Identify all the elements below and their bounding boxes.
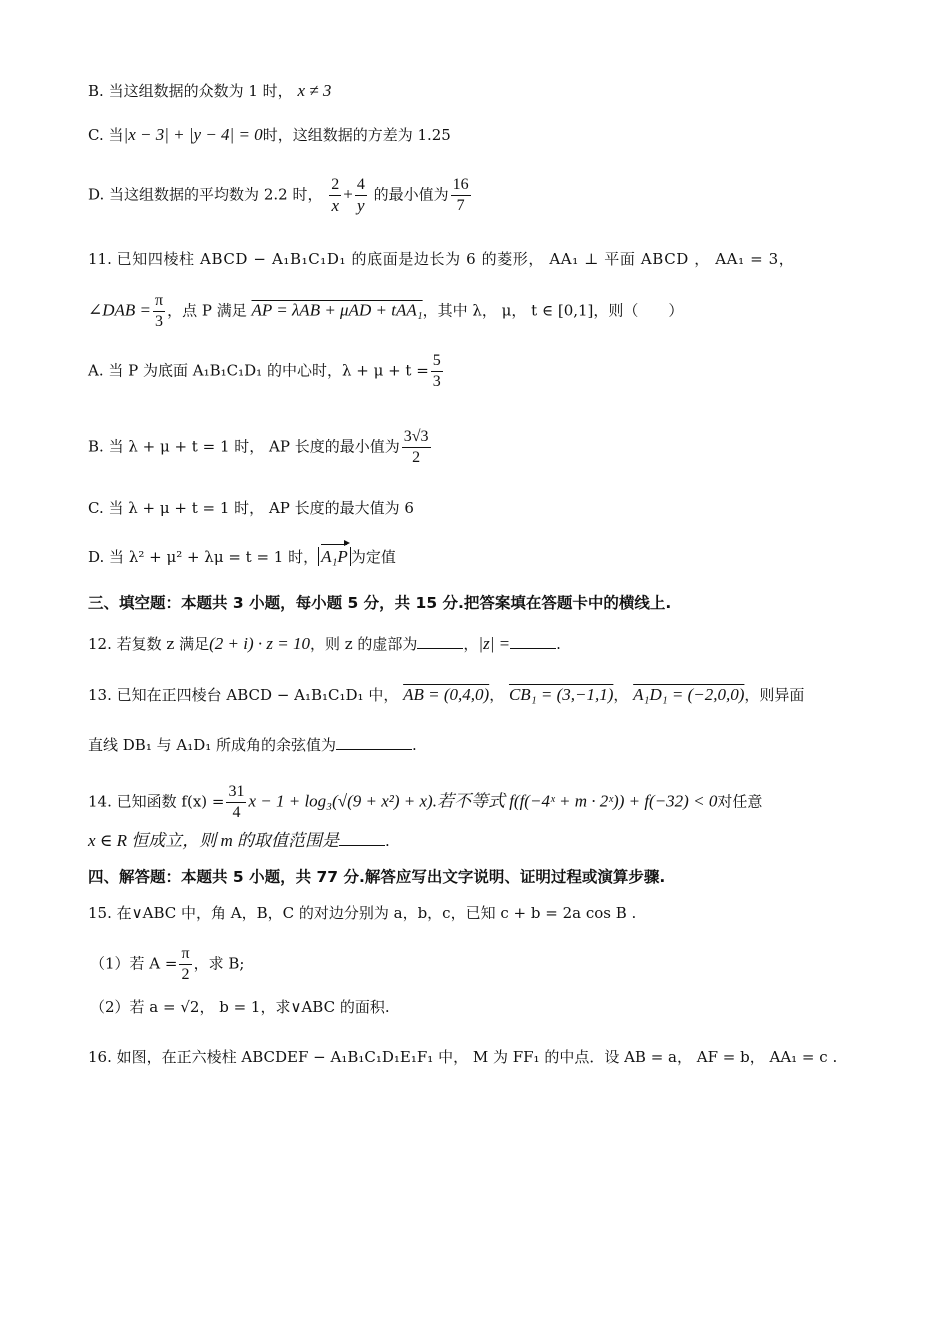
q11-option-b: B. 当 λ + μ + t = 1 时， AP 长度的最小值为 $\frac{3√3}{2}$ <box>88 428 429 466</box>
q15-part1: （1）若 A = $\frac{\pi}{2}$ ，求 B; <box>90 945 245 983</box>
q16-stem: 16. 如图，在正六棱柱 ABCDEF − A₁B₁C₁D₁E₁F₁ 中， M 为 FF₁ 的中点．设 AB = a， AF = b， AA₁ = c . <box>88 1048 838 1066</box>
fraction: $\frac{5}{3}$ <box>432 352 441 390</box>
section-3-heading: 三、填空题：本题共 3 小题，每小题 5 分，共 15 分.把答案填在答题卡中的横线上. <box>88 594 672 612</box>
q13-line2: 直线 DB₁ 与 A₁D₁ 所成角的余弦值为 . <box>88 736 417 754</box>
q13-line1: 13. 已知在正四棱台 ABCD − A₁B₁C₁D₁ 中， AB = (0,4,0)， CB₁ = (3,−1,1)， A₁D₁ = (−2,0,0)，则异面 <box>88 685 805 704</box>
q15-part2: （2）若 a = √2， b = 1，求∨ABC 的面积. <box>90 998 390 1016</box>
q14-line1: 14. 已知函数 f(x) = $\frac{31}{4}$ x − 1 + log₃(√(9 + x²) + x).若不等式 f(f(−4ˣ + m · 2ˣ)) + f(−32) < 0对任意 <box>88 783 763 821</box>
fraction: $\frac{2}{x}$ <box>331 176 340 215</box>
fraction: $\frac{16}{7}$ <box>452 176 469 214</box>
fraction: $\frac{4}{y}$ <box>356 176 365 215</box>
q12: 12. 若复数 z 满足(2 + i) · z = 10，则 z 的虚部为 ，|z| = . <box>88 634 561 653</box>
section-4-heading: 四、解答题：本题共 5 小题，共 77 分.解答应写出文字说明、证明过程或演算步骤. <box>88 868 666 886</box>
vector-a1d1: A₁D₁ = (−2,0,0) <box>633 685 745 704</box>
q11-option-a: A. 当 P 为底面 A₁B₁C₁D₁ 的中心时，λ + μ + t = $\frac{5}{3}$ <box>88 352 441 390</box>
q15-stem: 15. 在∨ABC 中，角 A，B，C 的对边分别为 a，b，c，已知 c + b = 2a cos B . <box>88 904 637 922</box>
q11-option-c: C. 当 λ + μ + t = 1 时， AP 长度的最大值为 6 <box>88 499 414 517</box>
answer-blank[interactable] <box>339 831 385 846</box>
q10-option-c: C. 当|x − 3| + |y − 4| = 0时，这组数据的方差为 1.25 <box>88 125 451 144</box>
fraction: $\frac{\pi}{2}$ <box>181 945 190 983</box>
answer-blank[interactable] <box>510 634 556 649</box>
q11-stem-line2: ∠DAB = $\frac{\pi}{3}$ ，点 P 满足 AP = λAB + μAD + tAA₁，其中 λ， μ， t ∈ [0,1]，则（ ） <box>88 292 684 330</box>
fraction: $\frac{3√3}{2}$ <box>403 428 429 466</box>
vector-equation: AP = λAB + μAD + tAA₁ <box>251 300 423 320</box>
answer-blank[interactable] <box>336 735 412 750</box>
answer-blank[interactable] <box>417 634 463 649</box>
q10-option-b: B. 当这组数据的众数为 1 时， x ≠ 3 <box>88 81 332 100</box>
vector-a1p: A₁P <box>321 547 348 566</box>
q10-option-d: D. 当这组数据的平均数为 2.2 时， $\frac{2}{x}$ + $\frac{4}{y}$ 的最小值为 $\frac{16}{7}$ <box>88 176 469 215</box>
q11-option-d: D. 当 λ² + μ² + λμ = t = 1 时， A₁P 为定值 <box>88 547 396 566</box>
vector-ab: AB = (0,4,0) <box>403 685 490 704</box>
q11-stem-line1: 11. 已知四棱柱 ABCD − A₁B₁C₁D₁ 的底面是边长为 6 的菱形， AA₁ ⊥ 平面 ABCD ， AA₁ = 3， <box>88 250 795 268</box>
vector-cb1: CB₁ = (3,−1,1) <box>508 685 614 704</box>
fraction: $\frac{\pi}{3}$ <box>155 292 164 330</box>
fraction: $\frac{31}{4}$ <box>228 783 245 821</box>
q14-line2: x ∈ R 恒成立，则 m 的取值范围是 . <box>88 831 390 850</box>
